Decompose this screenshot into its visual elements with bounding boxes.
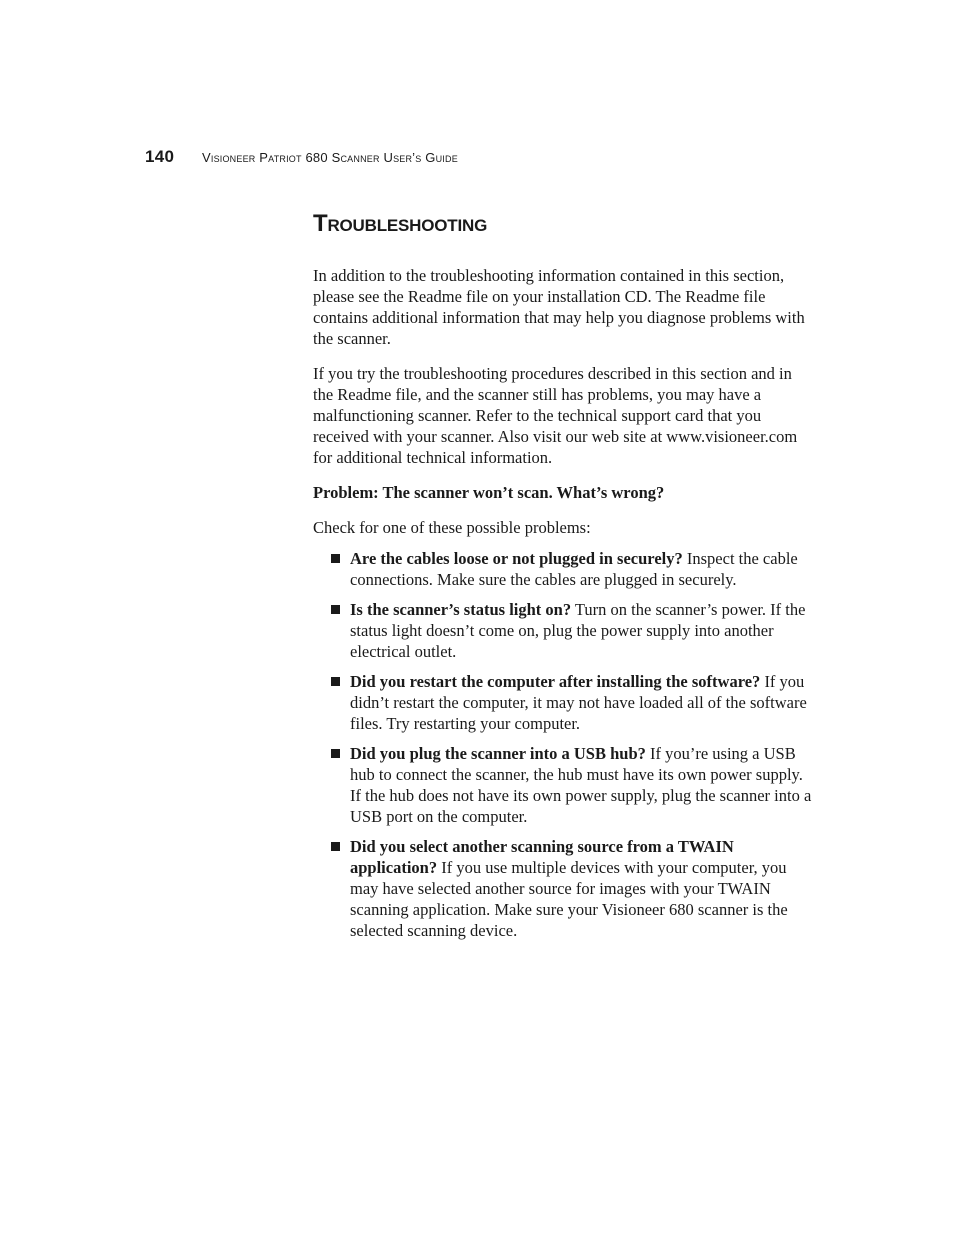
list-item-answer: If you use multiple devices with your computer, you may have selected another source for images with your TWAIN scanning application. Make sure your Visioneer 680 scanner is the selected scanning device. [350,858,788,940]
list-item-answer: Inspect the cable connections. Make sure the cables are plugged in securely. [350,549,798,589]
list-item [313,548,813,590]
square-bullet-icon [331,842,340,851]
main-content [313,207,813,950]
square-bullet-icon [331,749,340,758]
square-bullet-icon [331,554,340,563]
list-item [313,599,813,662]
problem-heading: Problem: The scanner won’t scan. What’s wrong? [313,483,665,502]
list-item-question: Did you restart the computer after installing the software? [350,672,761,691]
running-title: Visioneer Patriot 680 Scanner User’s Guide [202,150,458,165]
list-item-question: Did you select another scanning source from a TWAIN application? [350,837,734,877]
list-item-question: Are the cables loose or not plugged in securely? [350,549,683,568]
list-item-answer: If you didn’t restart the computer, it may not have loaded all of the software files. Try restarting your computer. [350,672,807,733]
intro-paragraph: If you try the troubleshooting procedures described in this section and in the Readme file, and the scanner still has problems, you may have a malfunctioning scanner. Refer to the technical support card that you received with your scanner. Also visit our web site at www.visioneer.com for additional technical information. [313,364,798,467]
list-item [313,836,813,941]
square-bullet-icon [331,677,340,686]
list-item-question: Did you plug the scanner into a USB hub? [350,744,646,763]
list-item [313,671,813,734]
intro-paragraph: In addition to the troubleshooting information contained in this section, please see the Readme file on your installation CD. The Readme file contains additional information that may help you diagnose problems with the scanner. [313,266,805,348]
square-bullet-icon [331,605,340,614]
page-number: 140 [145,147,175,166]
list-item-answer: If you’re using a USB hub to connect the scanner, the hub must have its own power supply. If the hub does not have its own power supply, plug the scanner into a USB port on the computer. [350,744,812,826]
list-item-answer: Turn on the scanner’s power. If the status light doesn’t come on, plug the power supply into another electrical outlet. [350,600,806,661]
check-intro: Check for one of these possible problems: [313,518,591,537]
list-item [313,743,813,827]
list-item-question: Is the scanner’s status light on? [350,600,572,619]
section-title: Troubleshooting [313,210,488,237]
problem-list [313,548,813,941]
